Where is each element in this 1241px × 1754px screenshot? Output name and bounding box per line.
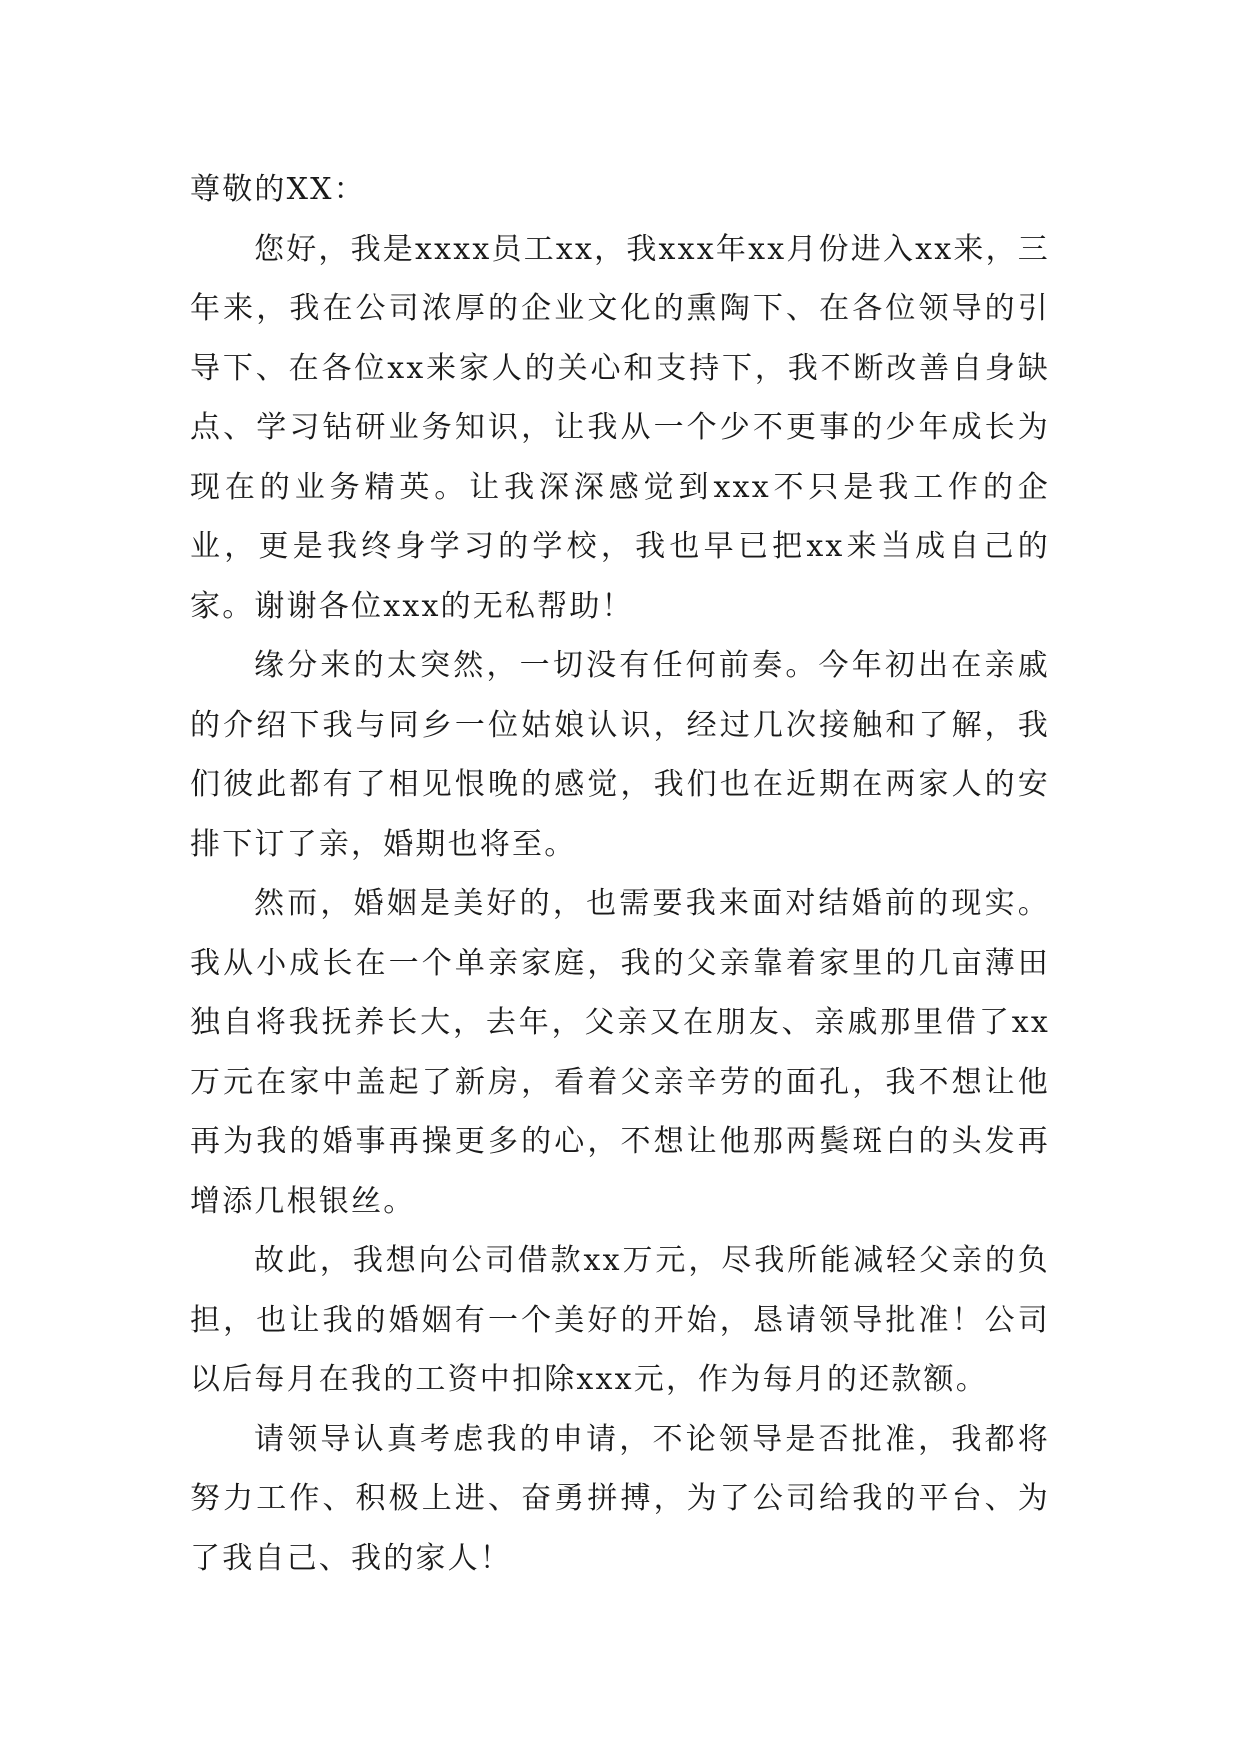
paragraph-greeting-intro: 您好，我是xxxx员工xx，我xxx年xx月份进入xx来，三年来，我在公司浓厚的企业文化的熏陶下、在各位领导的引导下、在各位xx来家人的关心和支持下，我不断改善自身缺点、学习钻研业务知识，让我从一个少不更事的少年成长为现在的业务精英。让我深深感觉到xxx不只是我工作的企业，更是我终身学习的学校，我也早已把xx来当成自己的家。谢谢各位xxx的无私帮助！ (190, 231, 1050, 624)
paragraph-family-situation: 然而，婚姻是美好的，也需要我来面对结婚前的现实。我从小成长在一个单亲家庭，我的父亲靠着家里的几亩薄田独自将我抚养长大，去年，父亲又在朋友、亲戚那里借了xx万元在家中盖起了新房，看着父亲辛劳的面孔，我不想让他再为我的婚事再操更多的心，不想让他那两鬓斑白的头发再增添几根银丝。 (190, 886, 1050, 1219)
paragraph-closing: 请领导认真考虑我的申请，不论领导是否批准，我都将努力工作、积极上进、奋勇拼搏，为了公司给我的平台、为了我自己、我的家人！ (190, 1421, 1050, 1576)
letter-body (190, 160, 1050, 1588)
paragraph-engagement: 缘分来的太突然，一切没有任何前奏。今年初出在亲戚的介绍下我与同乡一位姑娘认识，经过几次接触和了解，我们彼此都有了相见恨晚的感觉，我们也在近期在两家人的安排下订了亲，婚期也将至。 (190, 648, 1050, 862)
paragraph-loan-request: 故此，我想向公司借款xx万元，尽我所能减轻父亲的负担，也让我的婚姻有一个美好的开始，恳请领导批准！公司以后每月在我的工资中扣除xxx元，作为每月的还款额。 (190, 1243, 1050, 1397)
salutation: 尊敬的XX： (190, 172, 366, 207)
